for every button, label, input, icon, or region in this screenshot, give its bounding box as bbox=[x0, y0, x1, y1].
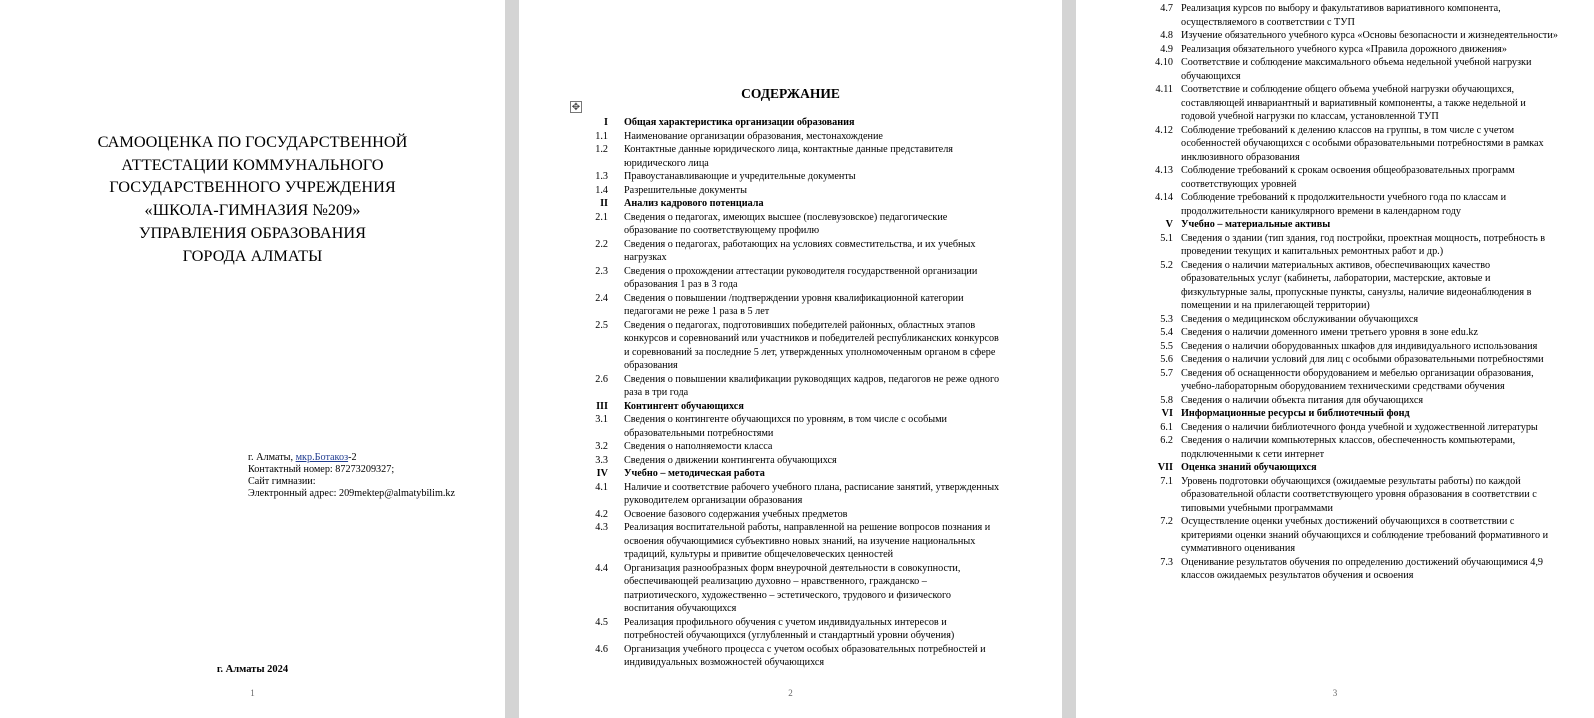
toc-row bbox=[1141, 421, 1559, 435]
toc-number: II bbox=[600, 198, 608, 209]
toc-number: 5.4 bbox=[1160, 327, 1173, 338]
toc-text: Сведения о педагогах, работающих на условиях совместительства, и их учебных нагрузках bbox=[624, 238, 976, 263]
toc-section-row bbox=[581, 467, 1001, 481]
toc-text: Соблюдение требований к срокам освоения общеобразовательных программ соответствующих уровней bbox=[1181, 165, 1515, 190]
toc-table bbox=[1141, 2, 1559, 583]
toc-row bbox=[1141, 124, 1559, 165]
toc-text: Сведения о наличии материальных активов, обеспечивающих качество образовательных услуг (кабинеты, лаборатории, мастерские, актовые и физкультурные залы, пропускные пункты, санузлы, наличие видеонаблюдения в помещении и на прилегающей территории) bbox=[1181, 259, 1532, 311]
toc-row bbox=[581, 616, 1001, 643]
page-3 bbox=[1076, 0, 1594, 718]
toc-text: Организация разнообразных форм внеурочной деятельности в совокупности, обеспечивающей реализацию духовно – нравственного, гражданско – патриотического, художественно – эстетического, трудового и физического воспитания обучающихся bbox=[624, 562, 961, 614]
toc-text: Сведения об оснащенности оборудованием и мебелью организации образования, учебно-лабораторным оборудованием техническими средствами обучения bbox=[1181, 367, 1534, 392]
toc-text: Контактные данные юридического лица, контактные данные представителя юридического лица bbox=[624, 144, 953, 169]
toc-text: Реализация обязательного учебного курса «Правила дорожного движения» bbox=[1181, 43, 1507, 55]
title-line: УПРАВЛЕНИЯ ОБРАЗОВАНИЯ bbox=[139, 222, 366, 242]
toc-text: Реализация воспитательной работы, направленной на решение вопросов познания и освоения обучающимися субъективно новых знаний, на изучение национальных традиций, культуры и привитие общечеловеческих ценностей bbox=[624, 522, 991, 560]
toc-number: 4.3 bbox=[595, 522, 608, 533]
toc-row bbox=[581, 643, 1001, 670]
toc-number: 4.10 bbox=[1155, 57, 1173, 68]
toc-text: Сведения о наличии библиотечного фонда учебной и художественной литературы bbox=[1181, 421, 1538, 433]
toc-text: Соблюдение требований к продолжительности учебного года по классам и продолжительности каникулярного времени в календарном году bbox=[1181, 192, 1507, 217]
toc-row bbox=[581, 211, 1001, 238]
toc-text: Сведения о повышении квалификации руководящих кадров, педагогов не реже одного раза в три года bbox=[624, 373, 1000, 398]
toc-row bbox=[1141, 353, 1559, 367]
toc-text: Контингент обучающихся bbox=[624, 400, 744, 412]
toc-number: 4.13 bbox=[1155, 165, 1173, 176]
toc-text: Оценка знаний обучающихся bbox=[1181, 462, 1317, 473]
toc-number: 3.3 bbox=[595, 454, 608, 466]
toc-text: Изучение обязательного учебного курса «Основы безопасности и жизнедеятельности» bbox=[1181, 30, 1558, 41]
toc-number: 5.8 bbox=[1160, 394, 1173, 406]
toc-number: 4.4 bbox=[595, 562, 608, 574]
toc-text: Наличие и соответствие рабочего учебного плана, расписание занятий, утвержденных руководителем организации образования bbox=[624, 481, 1000, 506]
toc-number: 6.1 bbox=[1160, 421, 1173, 433]
toc-row bbox=[581, 562, 1001, 616]
toc-number: VII bbox=[1157, 462, 1173, 473]
toc-row bbox=[1141, 259, 1559, 313]
toc-text: Сведения о медицинском обслуживании обучающихся bbox=[1181, 313, 1419, 325]
toc-row bbox=[1141, 29, 1559, 43]
toc-number: 2.5 bbox=[595, 319, 608, 331]
toc-number: 4.5 bbox=[595, 616, 608, 628]
toc-text: Уровень подготовки обучающихся (ожидаемые результаты работы) по каждой образовательной области соответствующего уровня образования в соответствии с типовыми учебными программами bbox=[1181, 475, 1537, 514]
toc-number: 3.2 bbox=[595, 441, 608, 452]
page-number: 2 bbox=[788, 688, 793, 698]
title-line: АТТЕСТАЦИИ КОММУНАЛЬНОГО bbox=[121, 154, 384, 174]
toc-row bbox=[1141, 2, 1559, 29]
toc-number: 7.1 bbox=[1160, 475, 1173, 487]
toc-number: VI bbox=[1161, 408, 1173, 419]
toc-row bbox=[581, 454, 1001, 468]
toc-text: Информационные ресурсы и библиотечный фонд bbox=[1181, 408, 1410, 419]
move-icon[interactable]: ✥ bbox=[571, 102, 581, 113]
address-link[interactable]: мкр.Ботакоз bbox=[295, 452, 349, 463]
toc-number: 4.7 bbox=[1160, 3, 1173, 14]
toc-row bbox=[1141, 191, 1559, 218]
address-prefix: г. Алматы, bbox=[248, 452, 296, 463]
toc-section-row bbox=[1141, 461, 1559, 475]
toc-text: Оценивание результатов обучения по определению достижений обучающимися 4,9 классов ожидаемых результатов обучения и освоения bbox=[1181, 556, 1544, 581]
toc-number: IV bbox=[596, 468, 608, 479]
toc-row bbox=[1141, 475, 1559, 516]
toc-number: 2.3 bbox=[595, 265, 608, 277]
toc-number: 5.5 bbox=[1160, 340, 1173, 352]
toc-number: 4.1 bbox=[595, 481, 608, 493]
toc-row bbox=[1141, 515, 1559, 556]
toc-section-row bbox=[1141, 407, 1559, 421]
page-2 bbox=[519, 0, 1062, 718]
toc-row bbox=[1141, 326, 1559, 340]
toc-text: Сведения о здании (тип здания, год постройки, проектная мощность, потребность в проведении текущих и капитальных ремонтных работ и др.) bbox=[1181, 232, 1546, 257]
toc-row bbox=[1141, 164, 1559, 191]
toc-number: 4.6 bbox=[595, 643, 608, 655]
toc-row bbox=[581, 508, 1001, 522]
toc-number: V bbox=[1165, 219, 1173, 230]
page-number: 3 bbox=[1332, 688, 1338, 698]
toc-row bbox=[581, 184, 1001, 198]
toc-row bbox=[581, 373, 1001, 400]
title-line: ГОСУДАРСТВЕННОГО УЧРЕЖДЕНИЯ bbox=[109, 177, 396, 197]
toc-row bbox=[1141, 434, 1559, 461]
toc-row bbox=[581, 170, 1001, 184]
toc-row bbox=[1141, 394, 1559, 408]
toc-text: Сведения о педагогах, подготовивших победителей районных, областных этапов конкурсов и соревнований или участников и победителей республиканских конкурсов и соревнований за последние 5 лет, утвержденных уполномоченным органом в сфере образования bbox=[624, 319, 999, 371]
page-number: 1 bbox=[250, 688, 255, 698]
toc-text: Сведения о педагогах, имеющих высшее (послевузовское) педагогические образование по соответствующему профилю bbox=[624, 211, 948, 236]
toc-number: 5.6 bbox=[1160, 354, 1173, 365]
title-line: САМООЦЕНКА ПО ГОСУДАРСТВЕННОЙ bbox=[97, 132, 408, 151]
toc-text: Соответствие и соблюдение общего объема учебной нагрузки обучающихся, составляющей инвариантный и вариативный компоненты, а также недельной и годовой учебной нагрузки по классам, установленной ТУП bbox=[1181, 84, 1526, 122]
toc-number: 1.3 bbox=[595, 171, 608, 182]
toc-row bbox=[1141, 43, 1559, 57]
toc-row bbox=[581, 130, 1001, 144]
toc-text: Сведения о наличии компьютерных классов, обеспеченность компьютерами, подключенными к сети интернет bbox=[1181, 435, 1516, 460]
email-line: Электронный адрес: 209mektep@almatybilim.kz bbox=[248, 487, 456, 499]
toc-number: 4.2 bbox=[595, 508, 608, 520]
title-line: ГОРОДА АЛМАТЫ bbox=[182, 245, 323, 265]
toc-text: Сведения о наличии доменного имени третьего уровня в зоне edu.kz bbox=[1181, 327, 1479, 338]
toc-section-row bbox=[1141, 218, 1559, 232]
address-suffix: -2 bbox=[348, 452, 357, 463]
toc-number: 5.7 bbox=[1160, 367, 1173, 379]
toc-number: 4.14 bbox=[1155, 192, 1173, 203]
toc-row bbox=[1141, 556, 1559, 583]
toc-number: III bbox=[596, 400, 608, 412]
toc-heading: СОДЕРЖАНИЕ bbox=[741, 86, 840, 101]
toc-number: I bbox=[604, 117, 608, 128]
toc-row bbox=[1141, 83, 1559, 124]
toc-number: 2.4 bbox=[595, 292, 608, 304]
toc-row bbox=[1141, 313, 1559, 327]
toc-number: 7.2 bbox=[1160, 516, 1173, 527]
toc-text: Реализация курсов по выбору и факультативов вариативного компонента, осуществляемого в соответствии с ТУП bbox=[1181, 3, 1501, 28]
toc-number: 4.8 bbox=[1160, 30, 1173, 41]
website-line: Сайт гимназии: bbox=[248, 475, 316, 487]
toc-text: Соблюдение требований к делению классов на группы, в том числе с учетом особенностей обучающихся с особыми образовательными потребностями в рамках инклюзивного образования bbox=[1181, 124, 1544, 163]
toc-row bbox=[581, 265, 1001, 292]
toc-row bbox=[1141, 340, 1559, 354]
toc-text: Сведения о наличии объекта питания для обучающихся bbox=[1181, 394, 1424, 406]
toc-text: Соответствие и соблюдение максимального объема недельной учебной нагрузки обучающихся bbox=[1181, 57, 1532, 82]
toc-number: 5.1 bbox=[1160, 232, 1173, 244]
document-title bbox=[0, 131, 505, 267]
toc-text: Сведения о прохождении аттестации руководителя государственной организации образования 1 раз в 3 года bbox=[624, 265, 978, 290]
toc-text: Сведения о контингенте обучающихся по уровням, в том числе с особыми образовательными потребностями bbox=[624, 414, 948, 439]
toc-text: Сведения о движении контингента обучающихся bbox=[624, 454, 837, 466]
toc-number: 5.2 bbox=[1160, 259, 1173, 271]
page-1 bbox=[0, 0, 505, 718]
toc-text: Учебно – материальные активы bbox=[1181, 219, 1331, 230]
toc-section-row bbox=[581, 116, 1001, 130]
toc-number: 1.2 bbox=[595, 144, 608, 155]
toc-text: Сведения о наличии оборудованных шкафов для индивидуального использования bbox=[1181, 340, 1538, 352]
toc-text: Осуществление оценки учебных достижений обучающихся в соответствии с критериями оценки знаний обучающихся и соблюдение требований формативного и суммативного оценивания bbox=[1181, 516, 1549, 554]
toc-text: Правоустанавливающие и учредительные документы bbox=[624, 171, 856, 182]
toc-number: 4.9 bbox=[1160, 43, 1173, 55]
toc-row bbox=[581, 292, 1001, 319]
toc-row bbox=[1141, 367, 1559, 394]
toc-row bbox=[1141, 56, 1559, 83]
toc-row bbox=[581, 521, 1001, 562]
toc-row bbox=[581, 481, 1001, 508]
toc-number: 2.2 bbox=[595, 238, 608, 250]
toc-table bbox=[581, 116, 1001, 670]
toc-number: 2.6 bbox=[595, 373, 608, 385]
toc-text: Освоение базового содержания учебных предметов bbox=[624, 508, 848, 520]
toc-number: 4.12 bbox=[1155, 124, 1173, 136]
toc-number: 5.3 bbox=[1160, 313, 1173, 325]
toc-number: 2.1 bbox=[595, 211, 608, 223]
toc-number: 3.1 bbox=[595, 414, 608, 425]
toc-row bbox=[1141, 232, 1559, 259]
toc-text: Сведения о наличии условий для лиц с особыми образовательными потребностями bbox=[1181, 354, 1544, 365]
contact-block bbox=[248, 452, 455, 500]
toc-text: Сведения о наполняемости класса bbox=[624, 441, 773, 452]
toc-text: Разрешительные документы bbox=[624, 184, 747, 196]
toc-text: Реализация профильного обучения с учетом индивидуальных интересов и потребностей обучающихся (углубленный и стандартный уровни обучения) bbox=[624, 616, 955, 641]
toc-section-row bbox=[581, 197, 1001, 211]
title-line: «ШКОЛА-ГИМНАЗИЯ №209» bbox=[144, 200, 361, 220]
toc-text: Сведения о повышении /подтверждении уровня квалификационной категории педагогами не реже 1 раза в 5 лет bbox=[624, 292, 964, 317]
address-line bbox=[248, 452, 455, 464]
toc-number: 4.11 bbox=[1155, 84, 1173, 95]
toc-text: Учебно – методическая работа bbox=[624, 468, 765, 479]
toc-section-row bbox=[581, 400, 1001, 414]
toc-row bbox=[581, 440, 1001, 454]
toc-text: Общая характеристика организации образования bbox=[624, 117, 855, 128]
phone-line: Контактный номер: 87273209327; bbox=[248, 463, 395, 475]
toc-text: Анализ кадрового потенциала bbox=[624, 198, 764, 209]
toc-number: 6.2 bbox=[1160, 435, 1173, 446]
toc-text: Организация учебного процесса с учетом особых образовательных потребностей и индивидуальных возможностей обучающихся bbox=[624, 643, 986, 668]
toc-number: 1.1 bbox=[595, 130, 608, 142]
city-year: г. Алматы 2024 bbox=[216, 664, 289, 675]
toc-number: 1.4 bbox=[595, 184, 608, 196]
toc-row bbox=[581, 413, 1001, 440]
toc-text: Наименование организации образования, местонахождение bbox=[624, 130, 883, 142]
toc-row bbox=[581, 143, 1001, 170]
toc-number: 7.3 bbox=[1160, 556, 1173, 568]
toc-row bbox=[581, 238, 1001, 265]
toc-row bbox=[581, 319, 1001, 373]
